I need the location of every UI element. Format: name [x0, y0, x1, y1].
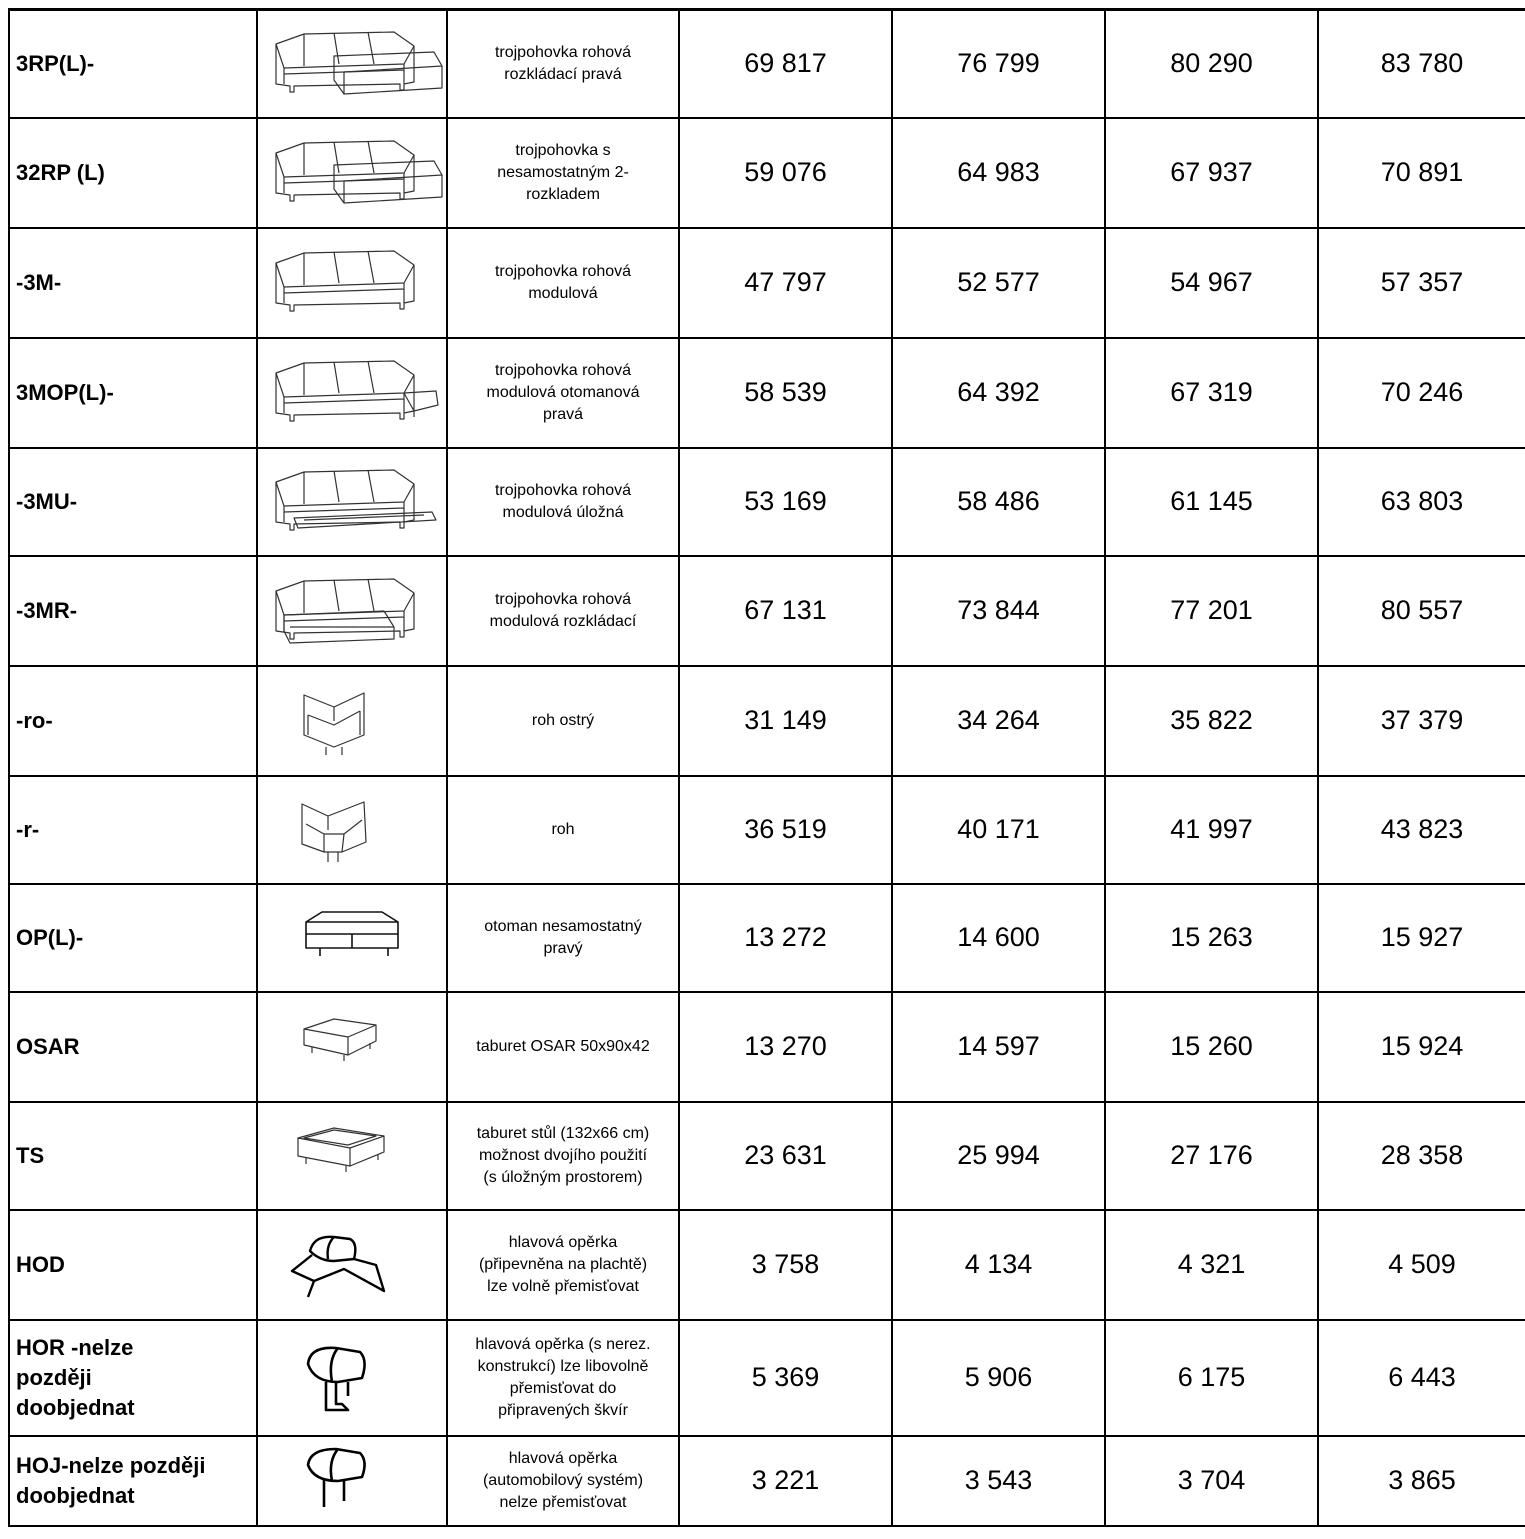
price-cell: 3 865	[1318, 1436, 1525, 1526]
table-row	[9, 448, 1525, 556]
price-cell: 6 175	[1105, 1320, 1318, 1436]
product-code: OSAR	[9, 992, 257, 1102]
product-code: -3M-	[9, 228, 257, 338]
stool-table-icon	[264, 1116, 444, 1196]
table-row	[9, 338, 1525, 448]
price-cell: 61 145	[1105, 448, 1318, 556]
table-row	[9, 666, 1525, 776]
product-code: 32RP (L)	[9, 118, 257, 228]
product-code: HOD	[9, 1210, 257, 1320]
price-cell: 67 319	[1105, 338, 1318, 448]
table-row	[9, 118, 1525, 228]
product-description: trojpohovka rohová modulová úložná	[447, 448, 679, 556]
price-cell: 15 927	[1318, 884, 1525, 992]
sofa-module-storage-icon	[264, 462, 444, 542]
product-code: -3MU-	[9, 448, 257, 556]
product-image-cell	[257, 338, 447, 448]
product-code: -r-	[9, 776, 257, 884]
product-code: HOR -nelze později doobjednat	[9, 1320, 257, 1436]
product-code: TS	[9, 1102, 257, 1210]
product-code: OP(L)-	[9, 884, 257, 992]
price-cell: 28 358	[1318, 1102, 1525, 1210]
table-row	[9, 884, 1525, 992]
product-description: hlavová opěrka (připevněna na plachtě) lze volně přemisťovat	[447, 1210, 679, 1320]
price-table	[8, 8, 1525, 1527]
product-code: -3MR-	[9, 556, 257, 666]
price-cell: 53 169	[679, 448, 892, 556]
product-description: roh ostrý	[447, 666, 679, 776]
price-cell: 67 937	[1105, 118, 1318, 228]
price-cell: 70 891	[1318, 118, 1525, 228]
product-image-cell	[257, 776, 447, 884]
product-description: roh	[447, 776, 679, 884]
price-cell: 77 201	[1105, 556, 1318, 666]
table-row	[9, 228, 1525, 338]
table-row	[9, 1210, 1525, 1320]
price-cell: 25 994	[892, 1102, 1105, 1210]
price-cell: 23 631	[679, 1102, 892, 1210]
product-description: trojpohovka rohová modulová rozkládací	[447, 556, 679, 666]
table-row	[9, 1102, 1525, 1210]
price-cell: 4 509	[1318, 1210, 1525, 1320]
corner-icon	[264, 790, 444, 870]
price-cell: 64 983	[892, 118, 1105, 228]
price-cell: 40 171	[892, 776, 1105, 884]
product-description: taburet stůl (132x66 cm) možnost dvojího použití (s úložným prostorem)	[447, 1102, 679, 1210]
price-cell: 6 443	[1318, 1320, 1525, 1436]
price-cell: 27 176	[1105, 1102, 1318, 1210]
corner-sharp-icon	[264, 681, 444, 761]
price-cell: 3 221	[679, 1436, 892, 1526]
price-cell: 15 260	[1105, 992, 1318, 1102]
price-cell: 80 290	[1105, 10, 1318, 118]
price-cell: 47 797	[679, 228, 892, 338]
table-row	[9, 556, 1525, 666]
price-cell: 41 997	[1105, 776, 1318, 884]
sofa-module-ottoman-icon	[264, 353, 444, 433]
price-cell: 58 486	[892, 448, 1105, 556]
price-cell: 14 597	[892, 992, 1105, 1102]
product-code: 3RP(L)-	[9, 10, 257, 118]
price-cell: 64 392	[892, 338, 1105, 448]
price-cell: 83 780	[1318, 10, 1525, 118]
product-description: trojpohovka rohová rozkládací pravá	[447, 10, 679, 118]
price-cell: 34 264	[892, 666, 1105, 776]
product-description: trojpohovka rohová modulová	[447, 228, 679, 338]
price-cell: 35 822	[1105, 666, 1318, 776]
product-image-cell	[257, 10, 447, 118]
product-image-cell	[257, 118, 447, 228]
product-description: otoman nesamostatný pravý	[447, 884, 679, 992]
price-cell: 5 369	[679, 1320, 892, 1436]
price-cell: 37 379	[1318, 666, 1525, 776]
table-row	[9, 776, 1525, 884]
price-cell: 13 270	[679, 992, 892, 1102]
price-cell: 4 134	[892, 1210, 1105, 1320]
price-cell: 15 924	[1318, 992, 1525, 1102]
price-cell: 3 543	[892, 1436, 1105, 1526]
table-row	[9, 10, 1525, 118]
price-cell: 13 272	[679, 884, 892, 992]
price-cell: 73 844	[892, 556, 1105, 666]
price-cell: 4 321	[1105, 1210, 1318, 1320]
price-cell: 14 600	[892, 884, 1105, 992]
headrest-car-icon	[264, 1441, 444, 1521]
product-image-cell	[257, 1210, 447, 1320]
sofa-module-sleeper-icon	[264, 571, 444, 651]
price-cell: 80 557	[1318, 556, 1525, 666]
price-cell: 69 817	[679, 10, 892, 118]
product-image-cell	[257, 992, 447, 1102]
table-body	[9, 10, 1525, 1526]
headrest-steel-icon	[264, 1338, 444, 1418]
sofa-corner-sleeper-icon	[264, 133, 444, 213]
product-image-cell	[257, 448, 447, 556]
price-cell: 63 803	[1318, 448, 1525, 556]
price-cell: 54 967	[1105, 228, 1318, 338]
product-description: hlavová opěrka (automobilový systém) nelze přemisťovat	[447, 1436, 679, 1526]
product-image-cell	[257, 1320, 447, 1436]
product-code: -ro-	[9, 666, 257, 776]
table-row	[9, 992, 1525, 1102]
price-cell: 43 823	[1318, 776, 1525, 884]
price-cell: 67 131	[679, 556, 892, 666]
product-image-cell	[257, 1102, 447, 1210]
headrest-cloth-icon	[264, 1225, 444, 1305]
stool-icon	[264, 1007, 444, 1087]
price-cell: 31 149	[679, 666, 892, 776]
sofa-module-icon	[264, 243, 444, 323]
price-cell: 3 704	[1105, 1436, 1318, 1526]
table-row	[9, 1320, 1525, 1436]
product-image-cell	[257, 884, 447, 992]
product-description: hlavová opěrka (s nerez. konstrukcí) lze libovolně přemisťovat do připravených škvír	[447, 1320, 679, 1436]
sofa-corner-sleeper-icon	[264, 24, 444, 104]
price-cell: 58 539	[679, 338, 892, 448]
price-cell: 36 519	[679, 776, 892, 884]
product-image-cell	[257, 228, 447, 338]
product-code: HOJ-nelze později doobjednat	[9, 1436, 257, 1526]
price-cell: 76 799	[892, 10, 1105, 118]
table-row	[9, 1436, 1525, 1526]
product-description: trojpohovka s nesamostatným 2- rozkladem	[447, 118, 679, 228]
ottoman-icon	[264, 898, 444, 978]
product-image-cell	[257, 1436, 447, 1526]
price-cell: 59 076	[679, 118, 892, 228]
product-description: taburet OSAR 50x90x42	[447, 992, 679, 1102]
price-cell: 57 357	[1318, 228, 1525, 338]
price-cell: 70 246	[1318, 338, 1525, 448]
price-cell: 15 263	[1105, 884, 1318, 992]
product-image-cell	[257, 556, 447, 666]
product-code: 3MOP(L)-	[9, 338, 257, 448]
price-cell: 5 906	[892, 1320, 1105, 1436]
product-image-cell	[257, 666, 447, 776]
price-cell: 3 758	[679, 1210, 892, 1320]
product-description: trojpohovka rohová modulová otomanová pravá	[447, 338, 679, 448]
price-cell: 52 577	[892, 228, 1105, 338]
